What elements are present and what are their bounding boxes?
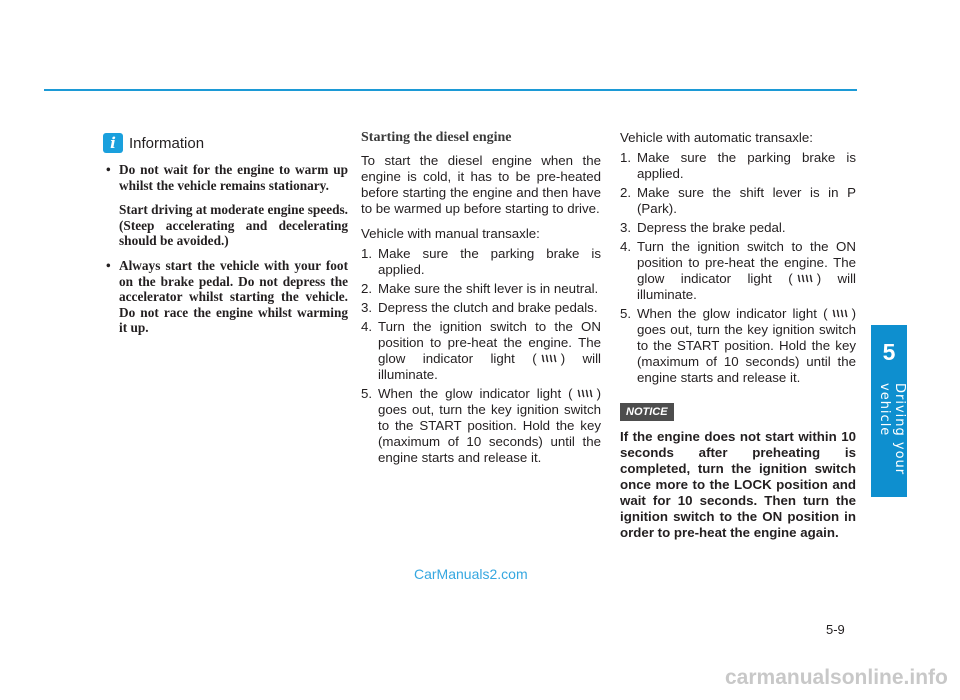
list-item (620, 306, 856, 386)
info-bullet-list (103, 162, 348, 336)
step-text: Turn the ignition switch to the ON position to pre-heat the engine. The glow indicator light ( (378, 319, 601, 366)
step-text: Depress the clutch and brake pedals. (378, 300, 598, 315)
chapter-number: 5 (882, 339, 896, 365)
list-item (361, 319, 601, 383)
step-number: 3. (361, 300, 373, 315)
list-item (620, 239, 856, 303)
header-rule (44, 89, 857, 91)
intro-paragraph: To start the diesel engine when the engine is cold, it has to be pre-heated before starting the engine and then have to be warmed up before starting to drive. (361, 153, 601, 216)
info-icon: i (103, 133, 123, 153)
step-text: Depress the brake pedal. (637, 220, 786, 235)
step-text: Turn the ignition switch to the ON position to pre-heat the engine. The glow indicator light ( (637, 239, 856, 286)
info-section (103, 130, 348, 345)
glow-plug-indicator-icon (796, 274, 814, 284)
step-number: 1. (620, 150, 632, 165)
glow-plug-indicator-icon (831, 309, 849, 319)
info-title: Information (129, 134, 205, 152)
footer-site-link[interactable]: carmanualsonline.info (725, 666, 948, 689)
automatic-steps (620, 150, 856, 386)
step-number: 5. (361, 386, 373, 401)
list-item (620, 150, 856, 182)
list-item (620, 220, 856, 236)
bullet-icon: • (106, 257, 111, 273)
notice-badge: NOTICE (620, 403, 674, 421)
bullet-icon: • (106, 162, 111, 177)
list-item (620, 185, 856, 217)
step-text: Make sure the parking brake is applied. (378, 246, 601, 277)
chapter-title: Driving your vehicle (877, 383, 907, 476)
step-text: Make sure the shift lever is in P (Park). (637, 185, 856, 216)
watermark-link[interactable]: CarManuals2.com (414, 566, 528, 582)
step-text-end: ) will illuminate. (637, 271, 856, 302)
info-header (103, 130, 348, 156)
step-text-end: ) goes out, turn the key ignition switch to the START position. Hold the key (maximum of 10 seconds) until the engine starts and release it. (637, 306, 856, 385)
step-number: 4. (620, 239, 632, 254)
step-text: Make sure the parking brake is applied. (637, 150, 856, 181)
step-number: 5. (620, 306, 632, 321)
automatic-section (620, 130, 856, 541)
list-item (103, 258, 348, 336)
notice-text: If the engine does not start within 10 seconds after preheating is completed, turn the ignition switch once more to the LOCK position and wait for 10 seconds. Then turn the ignition switch to the ON position in order to pre-heat the engine again. (620, 429, 856, 540)
bullet-text: Always start the vehicle with your foot on the brake pedal. Do not depress the accelerator whilst starting the vehicle. Do not race the engine whilst warming it up. (119, 257, 348, 336)
chapter-tab (871, 325, 907, 497)
glow-plug-indicator-icon (576, 389, 594, 399)
section-title: Starting the diesel engine (361, 130, 512, 145)
step-text: When the glow indicator light ( (637, 306, 828, 321)
step-number: 3. (620, 220, 632, 235)
bullet-text: Do not wait for the engine to warm up whilst the vehicle remains stationary. (119, 162, 348, 193)
step-number: 1. (361, 246, 373, 261)
list-item (361, 246, 601, 278)
step-number: 2. (361, 281, 373, 296)
step-number: 4. (361, 319, 373, 334)
step-number: 2. (620, 185, 632, 200)
list-item (361, 281, 601, 297)
step-text-end: ) will illuminate. (378, 351, 601, 382)
list-item (103, 162, 348, 249)
diesel-section (361, 130, 601, 469)
manual-heading: Vehicle with manual transaxle: (361, 226, 540, 241)
manual-steps (361, 246, 601, 466)
bullet-continuation: Start driving at moderate engine speeds. (Steep accelerating and decelerating should be avoided.) (119, 202, 348, 249)
list-item (361, 300, 601, 316)
page-number: 5-9 (826, 622, 845, 637)
step-text-end: ) goes out, turn the key ignition switch to the START position. Hold the key (maximum of 10 seconds) until the engine starts and release it. (378, 386, 601, 465)
step-text: Make sure the shift lever is in neutral. (378, 281, 599, 296)
glow-plug-indicator-icon (540, 354, 558, 364)
automatic-heading: Vehicle with automatic transaxle: (620, 130, 813, 145)
list-item (361, 386, 601, 466)
step-text: When the glow indicator light ( (378, 386, 573, 401)
